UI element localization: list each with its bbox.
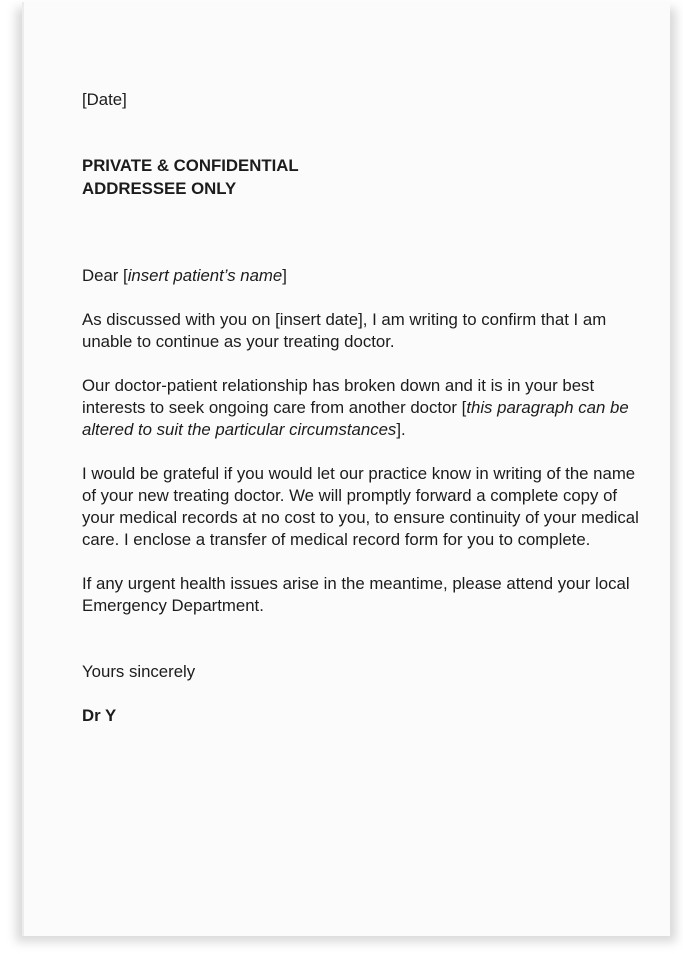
salutation — [82, 265, 642, 287]
salutation-suffix: ] — [282, 266, 287, 285]
paragraph-relationship-note: this paragraph can be altered to suit the particular circumstances — [82, 398, 629, 439]
patient-name-placeholder: insert patient’s name — [127, 266, 283, 285]
paragraph-records: I would be grateful if you would let our practice know in writing of the name of your new treating doctor. We will promptly forward a complete copy of your medical records at no cost to you, to ensure continuity of your medical care. I enclose a transfer of medical record form for you to complete. — [82, 464, 639, 549]
paragraph-urgent: If any urgent health issues arise in the meantime, please attend your local Emergency Department. — [82, 574, 630, 615]
closing: Yours sincerely — [82, 662, 196, 681]
salutation-prefix: Dear [ — [82, 266, 128, 285]
paragraph-relationship-suffix: ]. — [396, 420, 406, 439]
heading-line-private: PRIVATE & CONFIDENTIAL — [82, 156, 299, 175]
letter-body — [82, 89, 642, 727]
paragraph-relationship-text: Our doctor-patient relationship has broken down and it is in your best interests to seek ongoing care from another doctor [ — [82, 376, 595, 417]
paragraph-discussion: As discussed with you on [insert date], I am writing to confirm that I am unable to continue as your treating doctor. — [82, 310, 607, 351]
signature: Dr Y — [82, 706, 117, 725]
heading-line-addressee: ADDRESSEE ONLY — [82, 179, 237, 198]
paragraph-relationship — [82, 375, 642, 441]
confidential-heading — [82, 154, 642, 200]
letter-date: [Date] — [82, 90, 127, 109]
letter-page — [22, 2, 670, 936]
